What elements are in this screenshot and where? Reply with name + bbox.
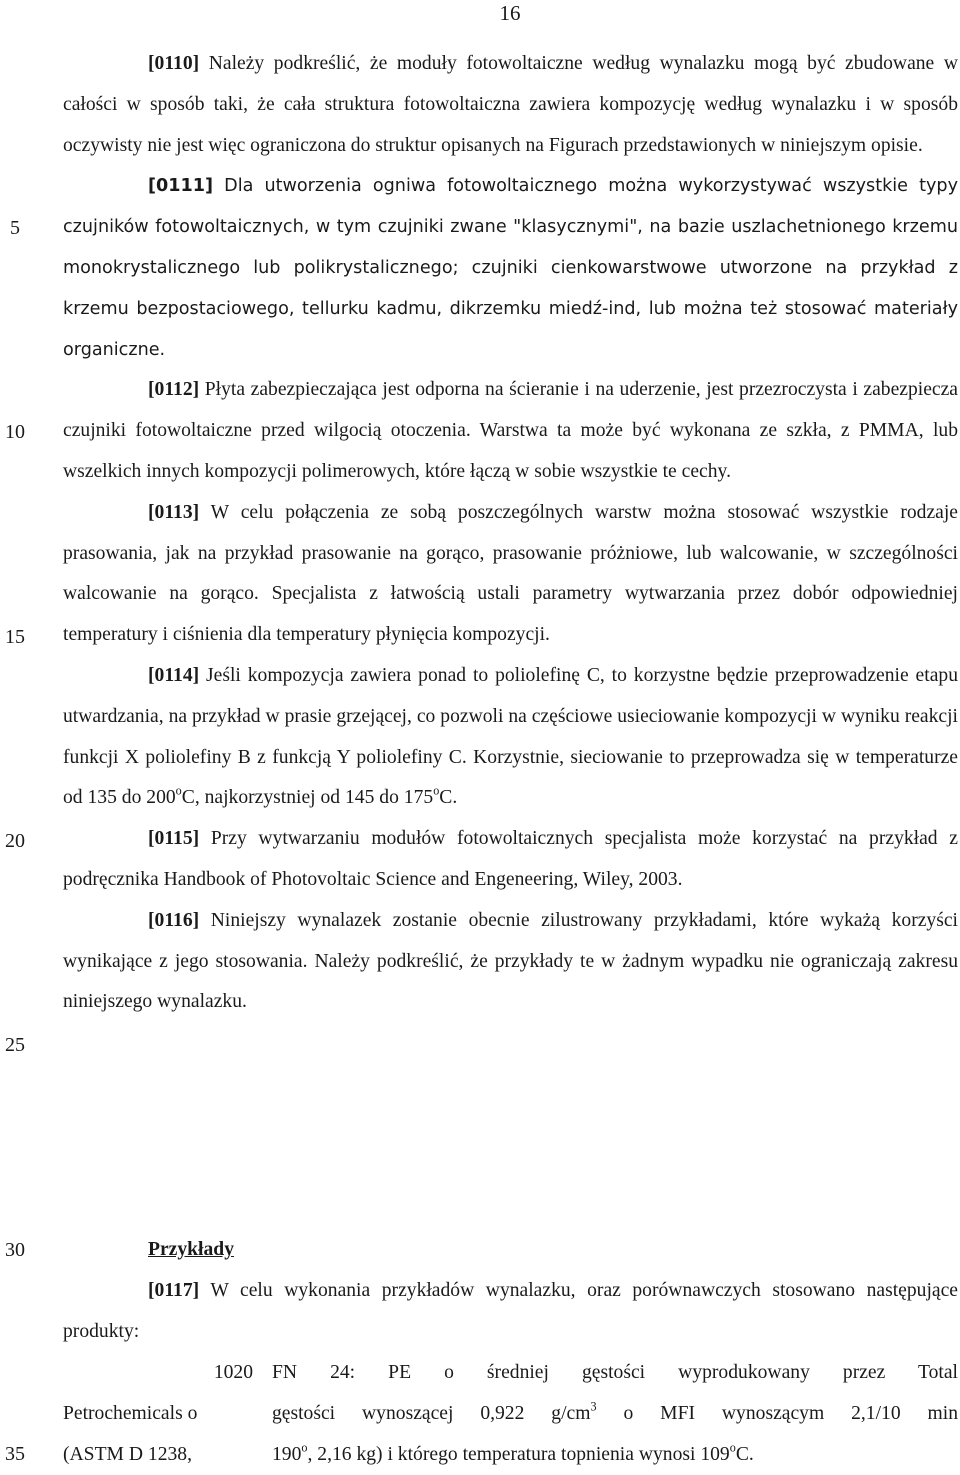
paragraph-0111	[63, 166, 958, 370]
line-number-10: 10	[5, 421, 25, 443]
paragraph-id: [0110]	[148, 53, 200, 74]
product-description: FN 24: PE o średniej gęstości wyprodukowany przez Total	[272, 1362, 958, 1383]
paragraph-text: C, najkorzystniej od 145 do 175	[181, 787, 434, 809]
conditions-text: C.	[735, 1444, 754, 1465]
paragraph-id: [0115]	[148, 828, 200, 850]
product-row-1	[63, 1353, 958, 1393]
paragraph-text: Dla utworzenia ogniwa fotowoltaicznego można wykorzystywać wszystkie typy czujników fotowoltaicznych, w tym czujniki zwane "klasycznymi", na bazie uszlachetnionego krzemu monokrystalicznego lub polikrystalicznego; czujniki cienkowarstwowe utworzone na przykład z krzemu bezpostaciowego, tellurku kadmu, dikrzemku miedź-ind, lub można też stosować materiały organiczne.	[63, 176, 958, 360]
cubic-superscript: 3	[590, 1399, 597, 1414]
product-standard: (ASTM D 1238,	[63, 1444, 192, 1465]
document-body	[63, 44, 958, 1023]
mfi-text: o MFI wynoszącym 2,1/10 min	[596, 1403, 958, 1424]
line-number-25: 25	[5, 1034, 25, 1056]
page-number: 16	[499, 1, 521, 25]
line-number-15: 15	[5, 626, 25, 648]
paragraph-id: [0114]	[148, 664, 200, 686]
degree-superscript: o	[433, 783, 440, 798]
product-code: 1020	[213, 1362, 253, 1383]
paragraph-0113	[63, 493, 958, 656]
product-row-2	[63, 1394, 958, 1434]
paragraph-text: Przy wytwarzaniu modułów fotowoltaicznych specjalista może korzystać na przykład z podręcznika Handbook of Photovoltaic Science and Engeneering, Wiley, 2003.	[63, 828, 958, 890]
product-conditions	[272, 1435, 958, 1475]
paragraph-0114	[63, 656, 958, 819]
degree-superscript: o	[301, 1440, 308, 1455]
paragraph-text: Niniejszy wynalazek zostanie obecnie zilustrowany przykładami, które wykażą korzyści wynikające z jego stosowania. Należy podkreślić, że przykłady te w żadnym wypadku nie ograniczają zakresu niniejszego wynalazku.	[63, 909, 958, 1013]
paragraph-0117	[63, 1271, 958, 1353]
paragraph-id: [0116]	[148, 909, 200, 931]
paragraph-0116	[63, 901, 958, 1023]
product-manufacturer: Petrochemicals o	[63, 1403, 198, 1424]
line-number-35: 35	[5, 1443, 25, 1465]
degree-superscript: o	[175, 783, 182, 798]
paragraph-text: Należy podkreślić, że moduły fotowoltaiczne według wynalazku mogą być zbudowane w całości w sposób taki, że cała struktura fotowoltaiczna zawiera kompozycję według wynalazku i w sposób oczywisty nie jest więc ograniczona do struktur opisanych na Figurach przedstawionych w niniejszym opisie.	[63, 53, 958, 156]
conditions-text: , 2,16 kg) i którego temperatura topnienia wynosi 109	[307, 1444, 730, 1465]
conditions-text: 190	[272, 1444, 302, 1465]
paragraph-id: [0117]	[148, 1280, 200, 1301]
line-number-20: 20	[5, 830, 25, 852]
product-row-3	[63, 1435, 958, 1475]
paragraph-text: Płyta zabezpieczająca jest odporna na ścieranie i na uderzenie, jest przezroczysta i zabezpiecza czujniki fotowoltaiczne przed wilgocią otoczenia. Warstwa ta może być wykonana ze szkła, z PMMA, lub wszelkich innych kompozycji polimerowych, które łączą w sobie wszystkie te cechy.	[63, 379, 958, 482]
line-number-5: 5	[10, 217, 20, 239]
paragraph-id: [0112]	[148, 379, 200, 401]
paragraph-text: Jeśli kompozycja zawiera ponad to poliolefinę C, to korzystne będzie przeprowadzenie etapu utwardzania, na przykład w prasie grzejącej, co pozwoli na częściowe usieciowanie kompozycji w wyniku reakcji funkcji X poliolefiny B z funkcją Y poliolefiny C. Korzystnie, sieciowanie to przeprowadza się w temperaturze od 135 do 200	[63, 664, 958, 809]
density-text: gęstości wynoszącej 0,922 g/cm	[272, 1403, 591, 1424]
paragraph-0115	[63, 819, 958, 901]
degree-superscript: o	[729, 1440, 736, 1455]
paragraph-0112	[63, 370, 958, 492]
product-density	[272, 1394, 958, 1434]
paragraph-id: [0113]	[148, 501, 200, 523]
paragraph-text: W celu połączenia ze sobą poszczególnych warstw można stosować wszystkie rodzaje prasowania, jak na przykład prasowanie na gorąco, prasowanie próżniowe, lub walcowanie, w szczególności walcowanie na gorąco. Specjalista z łatwością ustali parametry wytwarzania przez dobór odpowiedniej temperatury i ciśnienia dla temperatury płynięcia kompozycji.	[63, 501, 958, 646]
paragraph-text: W celu wykonania przykładów wynalazku, oraz porównawczych stosowano następujące produkty:	[63, 1280, 958, 1342]
paragraph-0117-block	[63, 1271, 958, 1353]
paragraph-text: C.	[439, 787, 458, 809]
line-number-30: 30	[5, 1239, 25, 1261]
paragraph-0110	[63, 44, 958, 166]
paragraph-id: [0111]	[148, 176, 214, 197]
section-heading: Przykłady	[148, 1239, 234, 1260]
